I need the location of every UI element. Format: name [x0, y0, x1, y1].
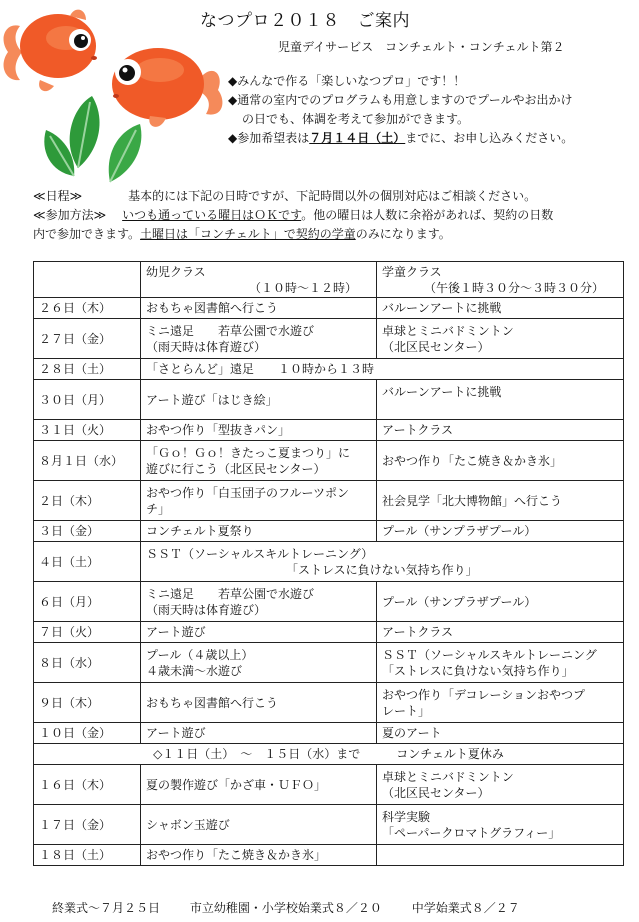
- method-text: 内で参加できます。: [33, 227, 141, 241]
- table-row: [34, 683, 624, 723]
- table-cell: おもちゃ図書館へ行こう: [141, 683, 377, 723]
- table-cell: おもちゃ図書館へ行こう: [141, 298, 377, 319]
- cell-line: チ」: [146, 501, 171, 516]
- table-cell: [377, 765, 624, 805]
- table-cell: バルーンアートに挑戦: [377, 380, 624, 420]
- table-cell: おやつ作り「たこ焼き＆かき氷」: [141, 845, 377, 866]
- table-cell: 夏の製作遊び「かざ車・ＵＦＯ」: [141, 765, 377, 805]
- schedule-note: [33, 187, 623, 206]
- cell-line: ＳＳＴ（ソーシャルスキルトレーニング: [382, 647, 597, 662]
- table-cell: おやつ作り「型抜きパン」: [141, 420, 377, 441]
- date-cell: ２８日（土）: [34, 359, 141, 380]
- cell-line: 「ストレスに負けない気持ち作り」: [382, 663, 574, 678]
- table-cell: おやつ作り「たこ焼き＆かき氷」: [377, 441, 624, 481]
- table-cell: [141, 481, 377, 521]
- table-cell: アート遊び「はじき絵」: [141, 380, 377, 420]
- table-span-cell: 「さとらんど」遠足 １０時から１３時: [141, 359, 624, 380]
- header-class-time: （午後１時３０分～３時３０分）: [423, 280, 604, 295]
- table-row: [34, 765, 624, 805]
- cell-line: （北区民センター）: [382, 785, 490, 800]
- table-header-cell: [377, 262, 624, 298]
- table-row: [34, 643, 624, 683]
- footer-dates: [52, 899, 546, 916]
- table-row-holiday: [34, 744, 624, 765]
- table-cell: [141, 441, 377, 481]
- header-class-time: （１０時～１２時）: [248, 280, 357, 295]
- cell-line: 「Ｇｏ！Ｇｏ！きたっこ夏まつり」に: [146, 445, 351, 460]
- date-cell: １８日（土）: [34, 845, 141, 866]
- cell-line: おやつ作り「白玉団子のフルーツポン: [146, 485, 350, 500]
- table-cell: [34, 262, 141, 298]
- date-cell: ４日（土）: [34, 542, 141, 582]
- table-header-row: [34, 262, 624, 298]
- cell-line: （北区民センター）: [382, 339, 490, 354]
- table-row: [34, 582, 624, 622]
- footer-item: 中学始業式８／２７: [411, 901, 520, 915]
- schedule-text: 基本的には下記の日時ですが、下記時間以外の個別対応はご相談ください。: [128, 189, 537, 203]
- table-row: [34, 521, 624, 542]
- cell-line: 「ペーパークロマトグラフィー」: [382, 825, 561, 840]
- cell-line: レート」: [382, 703, 431, 718]
- date-cell: １６日（木）: [34, 765, 141, 805]
- table-header-cell: [141, 262, 377, 298]
- method-label: ≪参加方法≫: [33, 208, 107, 222]
- date-cell: ８月１日（水）: [34, 441, 141, 481]
- goldfish-illustration: [0, 0, 230, 190]
- table-row: [34, 298, 624, 319]
- date-cell: １０日（金）: [34, 723, 141, 744]
- info-section: [33, 187, 623, 244]
- date-cell: ２７日（金）: [34, 319, 141, 359]
- header-class-name: 学童クラス: [382, 264, 442, 279]
- table-cell: [141, 319, 377, 359]
- table-cell: [377, 845, 624, 866]
- cell-line: 卓球とミニバドミントン: [382, 769, 514, 784]
- table-row: [34, 542, 624, 582]
- table-cell: [377, 805, 624, 845]
- table-cell: アート遊び: [141, 622, 377, 643]
- cell-line: ＳＳＴ（ソーシャルスキルトレーニング）: [146, 546, 374, 561]
- table-row: [34, 805, 624, 845]
- table-cell: 夏のアート: [377, 723, 624, 744]
- date-cell: ８日（水）: [34, 643, 141, 683]
- cell-line: プール（４歳以上）: [146, 647, 254, 662]
- table-cell: プール（サンプラザプール）: [377, 582, 624, 622]
- cell-line: 「ストレスに負けない気持ち作り」: [286, 562, 478, 577]
- table-row: [34, 845, 624, 866]
- date-cell: １７日（金）: [34, 805, 141, 845]
- table-cell: 社会見学「北大博物館」へ行こう: [377, 481, 624, 521]
- date-cell: ２６日（木）: [34, 298, 141, 319]
- schedule-table: [33, 261, 624, 866]
- table-cell: プール（サンプラザプール）: [377, 521, 624, 542]
- holiday-cell: ◇１１日（土） ～ １５日（水）まで コンチェルト夏休み: [34, 744, 624, 765]
- table-span-cell: [141, 542, 624, 582]
- date-cell: ３１日（火）: [34, 420, 141, 441]
- table-row: [34, 622, 624, 643]
- table-cell: [141, 643, 377, 683]
- cell-line: ミニ遠足 若草公園で水遊び: [146, 323, 315, 338]
- goldfish-icon: [112, 48, 222, 127]
- cell-line: 遊びに行こう（北区民センター）: [146, 461, 326, 476]
- cell-line: （雨天時は体育遊び）: [146, 602, 267, 617]
- table-cell: アートクラス: [377, 420, 624, 441]
- table-cell: シャボン玉遊び: [141, 805, 377, 845]
- notice-text: までに、お申し込みください。: [405, 131, 574, 145]
- notice-item-continued: の日でも、体調を考えて参加ができます。: [242, 112, 470, 126]
- footer-item: 市立幼稚園・小学校始業式８／２０: [189, 901, 382, 915]
- header-class-name: 幼児クラス: [146, 264, 206, 279]
- table-cell: バルーンアートに挑戦: [377, 298, 624, 319]
- cell-line: ４歳未満～水遊び: [146, 663, 243, 678]
- cell-line: おやつ作り「デコレーションおやつプ: [382, 687, 586, 702]
- cell-line: 科学実験: [382, 809, 431, 824]
- footer-item: 終業式～７月２５日: [52, 901, 161, 915]
- table-row: [34, 441, 624, 481]
- cell-line: （雨天時は体育遊び）: [146, 339, 267, 354]
- table-row: [34, 420, 624, 441]
- date-cell: ９日（木）: [34, 683, 141, 723]
- table-cell: [377, 683, 624, 723]
- table-cell: コンチェルト夏祭り: [141, 521, 377, 542]
- method-highlight: 土曜日は「コンチェルト」で契約の学童: [140, 227, 356, 241]
- schedule-label: ≪日程≫: [33, 189, 83, 203]
- notice-item: ◆通常の室内でのプログラムも用意しますのでプールやお出かけ: [228, 93, 573, 107]
- notice-item: [228, 129, 633, 148]
- cell-line: ミニ遠足 若草公園で水遊び: [146, 586, 315, 601]
- page-subtitle: 児童デイサービス コンチェルト・コンチェルト第２: [278, 40, 565, 54]
- notice-item: ◆みんなで作る「楽しいなつプロ」です！！: [228, 74, 466, 88]
- date-cell: ２日（木）: [34, 481, 141, 521]
- page-title: なつプロ２０１８ ご案内: [200, 11, 410, 31]
- deadline-date: ７月１４日（土）: [309, 131, 406, 145]
- notice-text: ◆参加希望表は: [228, 131, 310, 145]
- date-cell: ３０日（月）: [34, 380, 141, 420]
- notice-list: [228, 72, 633, 148]
- table-cell: アート遊び: [141, 723, 377, 744]
- cell-line: 卓球とミニバドミントン: [382, 323, 514, 338]
- table-cell: [141, 582, 377, 622]
- table-row: [34, 319, 624, 359]
- goldfish-icon: [4, 10, 97, 92]
- method-text: 。他の曜日は人数に余裕があれば、契約の日数: [301, 208, 554, 222]
- table-row: [34, 359, 624, 380]
- table-row: [34, 380, 624, 420]
- date-cell: ３日（金）: [34, 521, 141, 542]
- table-cell: [377, 643, 624, 683]
- date-cell: ６日（月）: [34, 582, 141, 622]
- method-text: のみになります。: [355, 227, 451, 241]
- method-note: [33, 206, 623, 225]
- table-cell: [377, 319, 624, 359]
- method-highlight: いつも通っている曜日はＯＫです: [122, 208, 302, 222]
- date-cell: ７日（火）: [34, 622, 141, 643]
- table-row: [34, 723, 624, 744]
- table-cell: アートクラス: [377, 622, 624, 643]
- method-note-continued: [33, 225, 623, 244]
- table-row: [34, 481, 624, 521]
